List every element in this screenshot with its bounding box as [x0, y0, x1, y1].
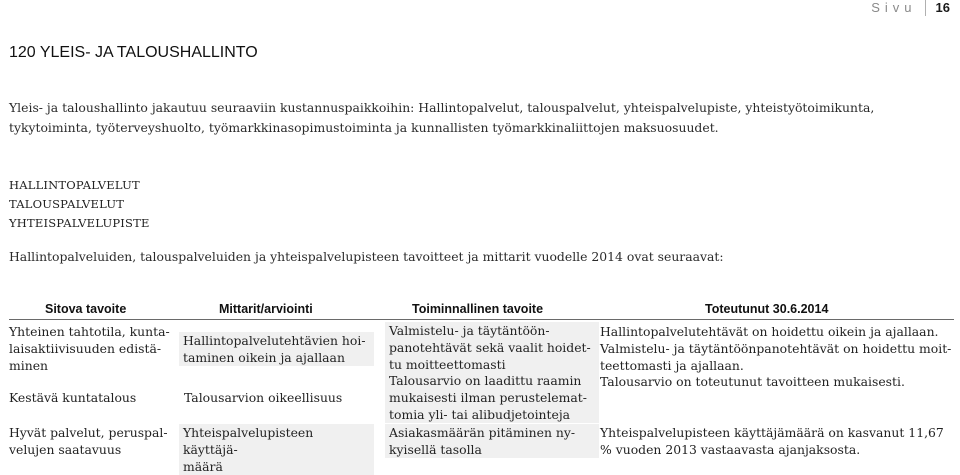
page-number: 16: [925, 0, 952, 16]
unit-heading: TALOUSPALVELUT: [9, 197, 125, 211]
table-cell: Yhteinen tahtotila, kunta- laisaktiivisuuden edistä- minen: [9, 324, 170, 373]
intro-paragraph: Yleis- ja taloushallinto jakautuu seuraaviin kustannuspaikkoihin: Hallintopalvelut, talouspalvelut, yhteispalvelupiste, yhteistyötoimikunta, tykytoiminta, työterveyshuolto, työmarkkinasopimustoiminta ja kunnallisten työmarkkinaliittojen maksuosuudet.: [9, 100, 875, 135]
table-cell: Hallintopalvelutehtävät on hoidettu oikein ja ajallaan. Valmistelu- ja täytäntöönpanotehtävät on hoidettu moit- teettomasti ja ajallaan.: [600, 324, 952, 373]
table-cell: Talousarvion oikeellisuus: [184, 390, 343, 405]
unit-heading: HALLINTOPALVELUT: [9, 178, 140, 192]
column-header-binding-target: Sitova tavoite: [45, 302, 127, 316]
unit-list: [9, 176, 150, 233]
page-header: [871, 0, 952, 16]
table-cell: Kestävä kuntatalous: [9, 390, 137, 405]
unit-heading: YHTEISPALVELUPISTE: [9, 216, 150, 230]
table-cell: Yhteispalvelupisteen käyttäjämäärä on kasvanut 11,67 % vuoden 2013 vastaavasta ajanjaksosta.: [600, 425, 944, 457]
column-header-metrics: Mittarit/arviointi: [219, 302, 313, 316]
table-cell: Talousarvio on laadittu raamin mukaisesti ilman perustelemat- tomia yli- tai alibudjetointeja: [385, 372, 599, 423]
targets-table: [9, 302, 954, 474]
table-header-row: [9, 302, 954, 320]
column-header-operational-target: Toiminnallinen tavoite: [412, 302, 544, 316]
table-cell: Talousarvio on toteutunut tavoitteen mukaisesti.: [600, 374, 905, 389]
column-header-realized: Toteutunut 30.6.2014: [705, 302, 829, 316]
table-cell: Yhteispalvelupisteen käyttäjä- määrä: [179, 424, 374, 475]
table-cell: Hallintopalvelutehtävien hoi- taminen oikein ja ajallaan: [179, 332, 374, 366]
page-label: Sivu: [871, 0, 917, 15]
section-title: 120 YLEIS- JA TALOUSHALLINTO: [9, 44, 258, 61]
table-cell: Asiakasmäärän pitäminen ny- kyisellä tasolla: [385, 424, 599, 458]
table-cell: Valmistelu- ja täytäntöön- panotehtävät sekä vaalit hoidet- tu moitteettomasti: [385, 322, 599, 373]
targets-intro: Hallintopalveluiden, talouspalveluiden ja yhteispalvelupisteen tavoitteet ja mittarit vuodelle 2014 ovat seuraavat:: [9, 249, 724, 264]
table-cell: Hyvät palvelut, peruspal- velujen saatavuus: [9, 425, 168, 457]
